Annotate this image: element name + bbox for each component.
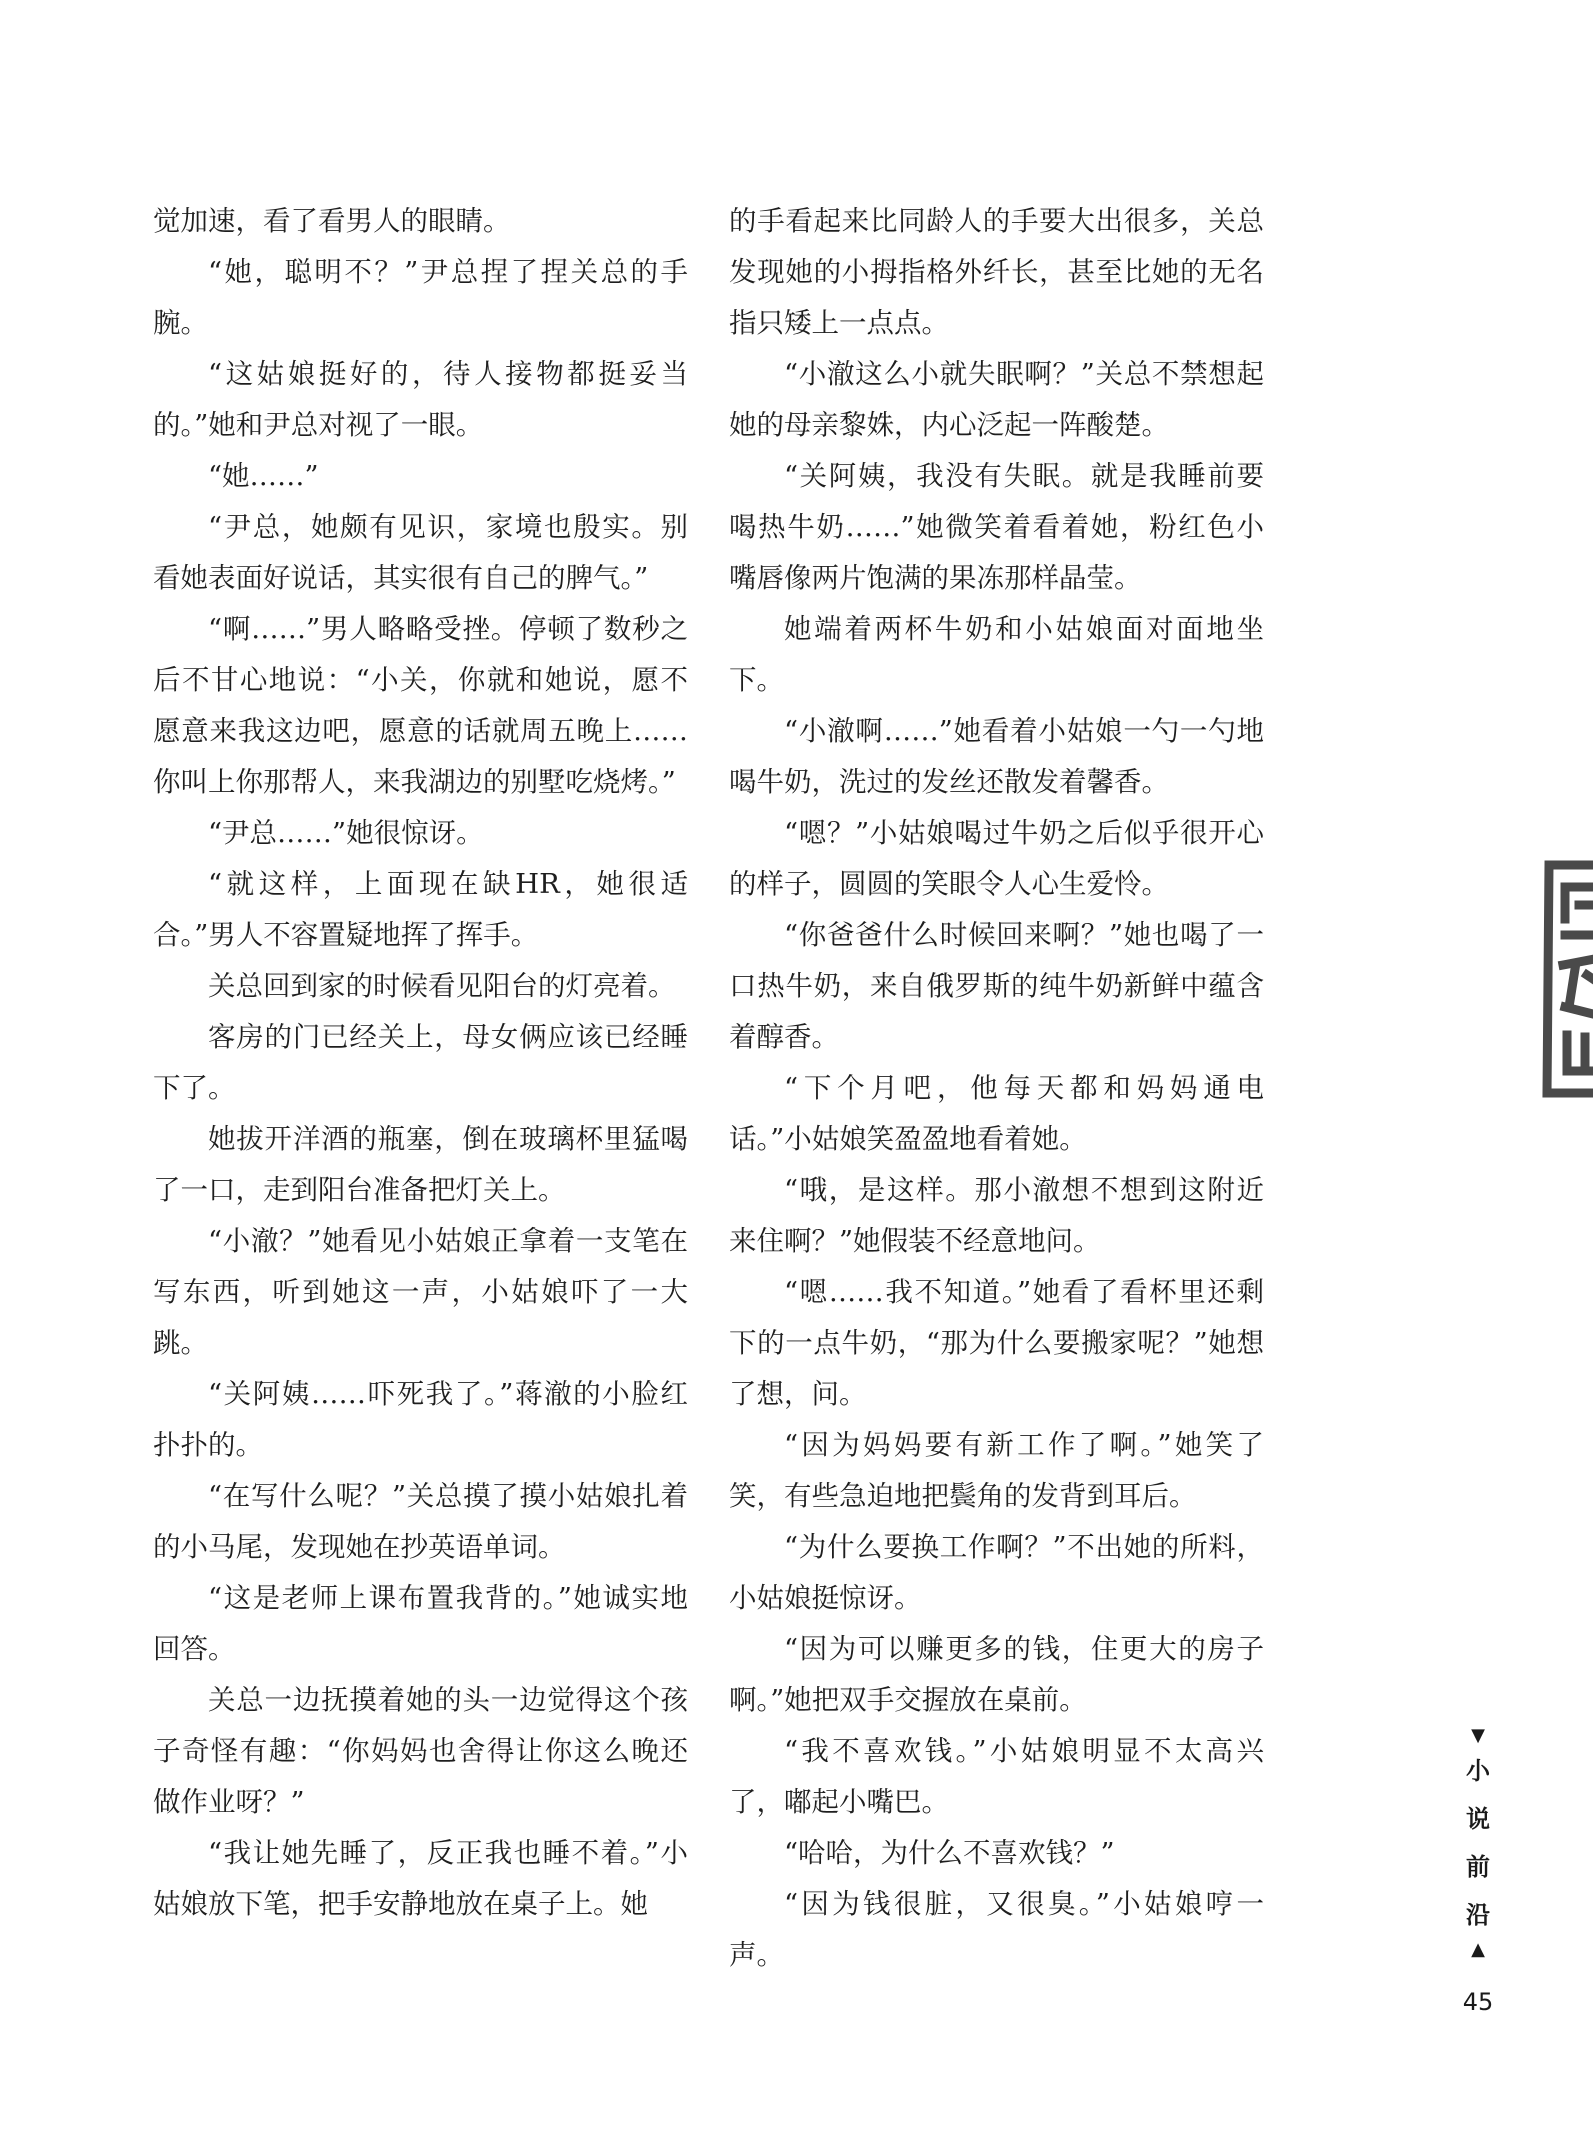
paragraph: “哈哈，为什么不喜欢钱？” xyxy=(784,1837,1115,1869)
paragraph: “为什么要换工作啊？”不出她的所料，小姑娘挺惊讶。 xyxy=(729,1531,1264,1614)
page-number: 45 xyxy=(1462,1988,1494,2016)
text-column-left xyxy=(153,196,688,1930)
paragraph: “嗯……我不知道。”她看了看杯里还剩下的一点牛奶，“那为什么要搬家呢？”她想了想，问。 xyxy=(729,1276,1264,1410)
section-marker-char: 小 xyxy=(1466,1757,1490,1785)
paragraph: “因为妈妈要有新工作了啊。”她笑了笑，有些急迫地把鬓角的发背到耳后。 xyxy=(729,1429,1264,1512)
paragraph: 她拔开洋酒的瓶塞，倒在玻璃杯里猛喝了一口，走到阳台准备把灯关上。 xyxy=(153,1123,688,1206)
paragraph: 的手看起来比同龄人的手要大出很多，关总发现她的小拇指格外纤长，甚至比她的无名指只矮上一点点。 xyxy=(729,205,1264,339)
paragraph: “下个月吧，他每天都和妈妈通电话。”小姑娘笑盈盈地看着她。 xyxy=(729,1072,1264,1155)
paragraph: “因为可以赚更多的钱，住更大的房子啊。”她把双手交握放在桌前。 xyxy=(729,1633,1264,1716)
paragraph: “这是老师上课布置我背的。”她诚实地回答。 xyxy=(153,1582,688,1665)
paragraph: “尹总……”她很惊讶。 xyxy=(208,817,484,849)
paragraph: “嗯？”小姑娘喝过牛奶之后似乎很开心的样子，圆圆的笑眼令人心生爱怜。 xyxy=(729,817,1264,900)
down-triangle-icon: ▼ xyxy=(1471,1725,1485,1746)
paragraph: “哦，是这样。那小澈想不想到这附近来住啊？”她假装不经意地问。 xyxy=(729,1174,1264,1257)
section-marker-char: 前 xyxy=(1466,1853,1490,1881)
text-column-right xyxy=(729,196,1264,1981)
paragraph: 关总一边抚摸着她的头一边觉得这个孩子奇怪有趣：“你妈妈也舍得让你这么晚还做作业呀？” xyxy=(153,1684,688,1818)
paragraph: “小澈这么小就失眠啊？”关总不禁想起她的母亲黎姝，内心泛起一阵酸楚。 xyxy=(729,358,1264,441)
paragraph: “啊……”男人略略受挫。停顿了数秒之后不甘心地说：“小关，你就和她说，愿不愿意来我这边吧，愿意的话就周五晚上……你叫上你那帮人，来我湖边的别墅吃烧烤。” xyxy=(153,613,688,798)
paragraph: “我不喜欢钱。”小姑娘明显不太高兴了，嘟起小嘴巴。 xyxy=(729,1735,1264,1818)
section-marker-char: 说 xyxy=(1466,1805,1490,1833)
section-marker xyxy=(1458,1725,1498,1961)
seal-stamp-icon xyxy=(1535,857,1593,1099)
paragraph: 关总回到家的时候看见阳台的灯亮着。 xyxy=(208,970,676,1002)
paragraph: “关阿姨，我没有失眠。就是我睡前要喝热牛奶……”她微笑着看着她，粉红色小嘴唇像两片饱满的果冻那样晶莹。 xyxy=(729,460,1264,594)
paragraph: “小澈？”她看见小姑娘正拿着一支笔在写东西，听到她这一声，小姑娘吓了一大跳。 xyxy=(153,1225,688,1359)
paragraph: “关阿姨……吓死我了。”蒋澈的小脸红扑扑的。 xyxy=(153,1378,688,1461)
paragraph: “就这样，上面现在缺HR，她很适合。”男人不容置疑地挥了挥手。 xyxy=(153,868,688,951)
paragraph: “你爸爸什么时候回来啊？”她也喝了一口热牛奶，来自俄罗斯的纯牛奶新鲜中蕴含着醇香。 xyxy=(729,919,1264,1053)
paragraph: “小澈啊……”她看着小姑娘一勺一勺地喝牛奶，洗过的发丝还散发着馨香。 xyxy=(729,715,1264,798)
paragraph: 她端着两杯牛奶和小姑娘面对面地坐下。 xyxy=(729,613,1264,696)
paragraph: “她……” xyxy=(208,460,319,492)
paragraph: 客房的门已经关上，母女俩应该已经睡下了。 xyxy=(153,1021,688,1104)
paragraph: “我让她先睡了，反正我也睡不着。”小姑娘放下笔，把手安静地放在桌子上。她 xyxy=(153,1837,688,1920)
paragraph: 觉加速，看了看男人的眼睛。 xyxy=(153,205,511,237)
section-marker-char: 沿 xyxy=(1466,1901,1490,1929)
paragraph: “在写什么呢？”关总摸了摸小姑娘扎着的小马尾，发现她在抄英语单词。 xyxy=(153,1480,688,1563)
paragraph: “尹总，她颇有见识，家境也殷实。别看她表面好说话，其实很有自己的脾气。” xyxy=(153,511,688,594)
paragraph: “这姑娘挺好的，待人接物都挺妥当的。”她和尹总对视了一眼。 xyxy=(153,358,688,441)
paragraph: “因为钱很脏，又很臭。”小姑娘哼一声。 xyxy=(729,1888,1264,1971)
paragraph: “她，聪明不？”尹总捏了捏关总的手腕。 xyxy=(153,256,688,339)
up-triangle-icon: ▲ xyxy=(1471,1939,1485,1960)
